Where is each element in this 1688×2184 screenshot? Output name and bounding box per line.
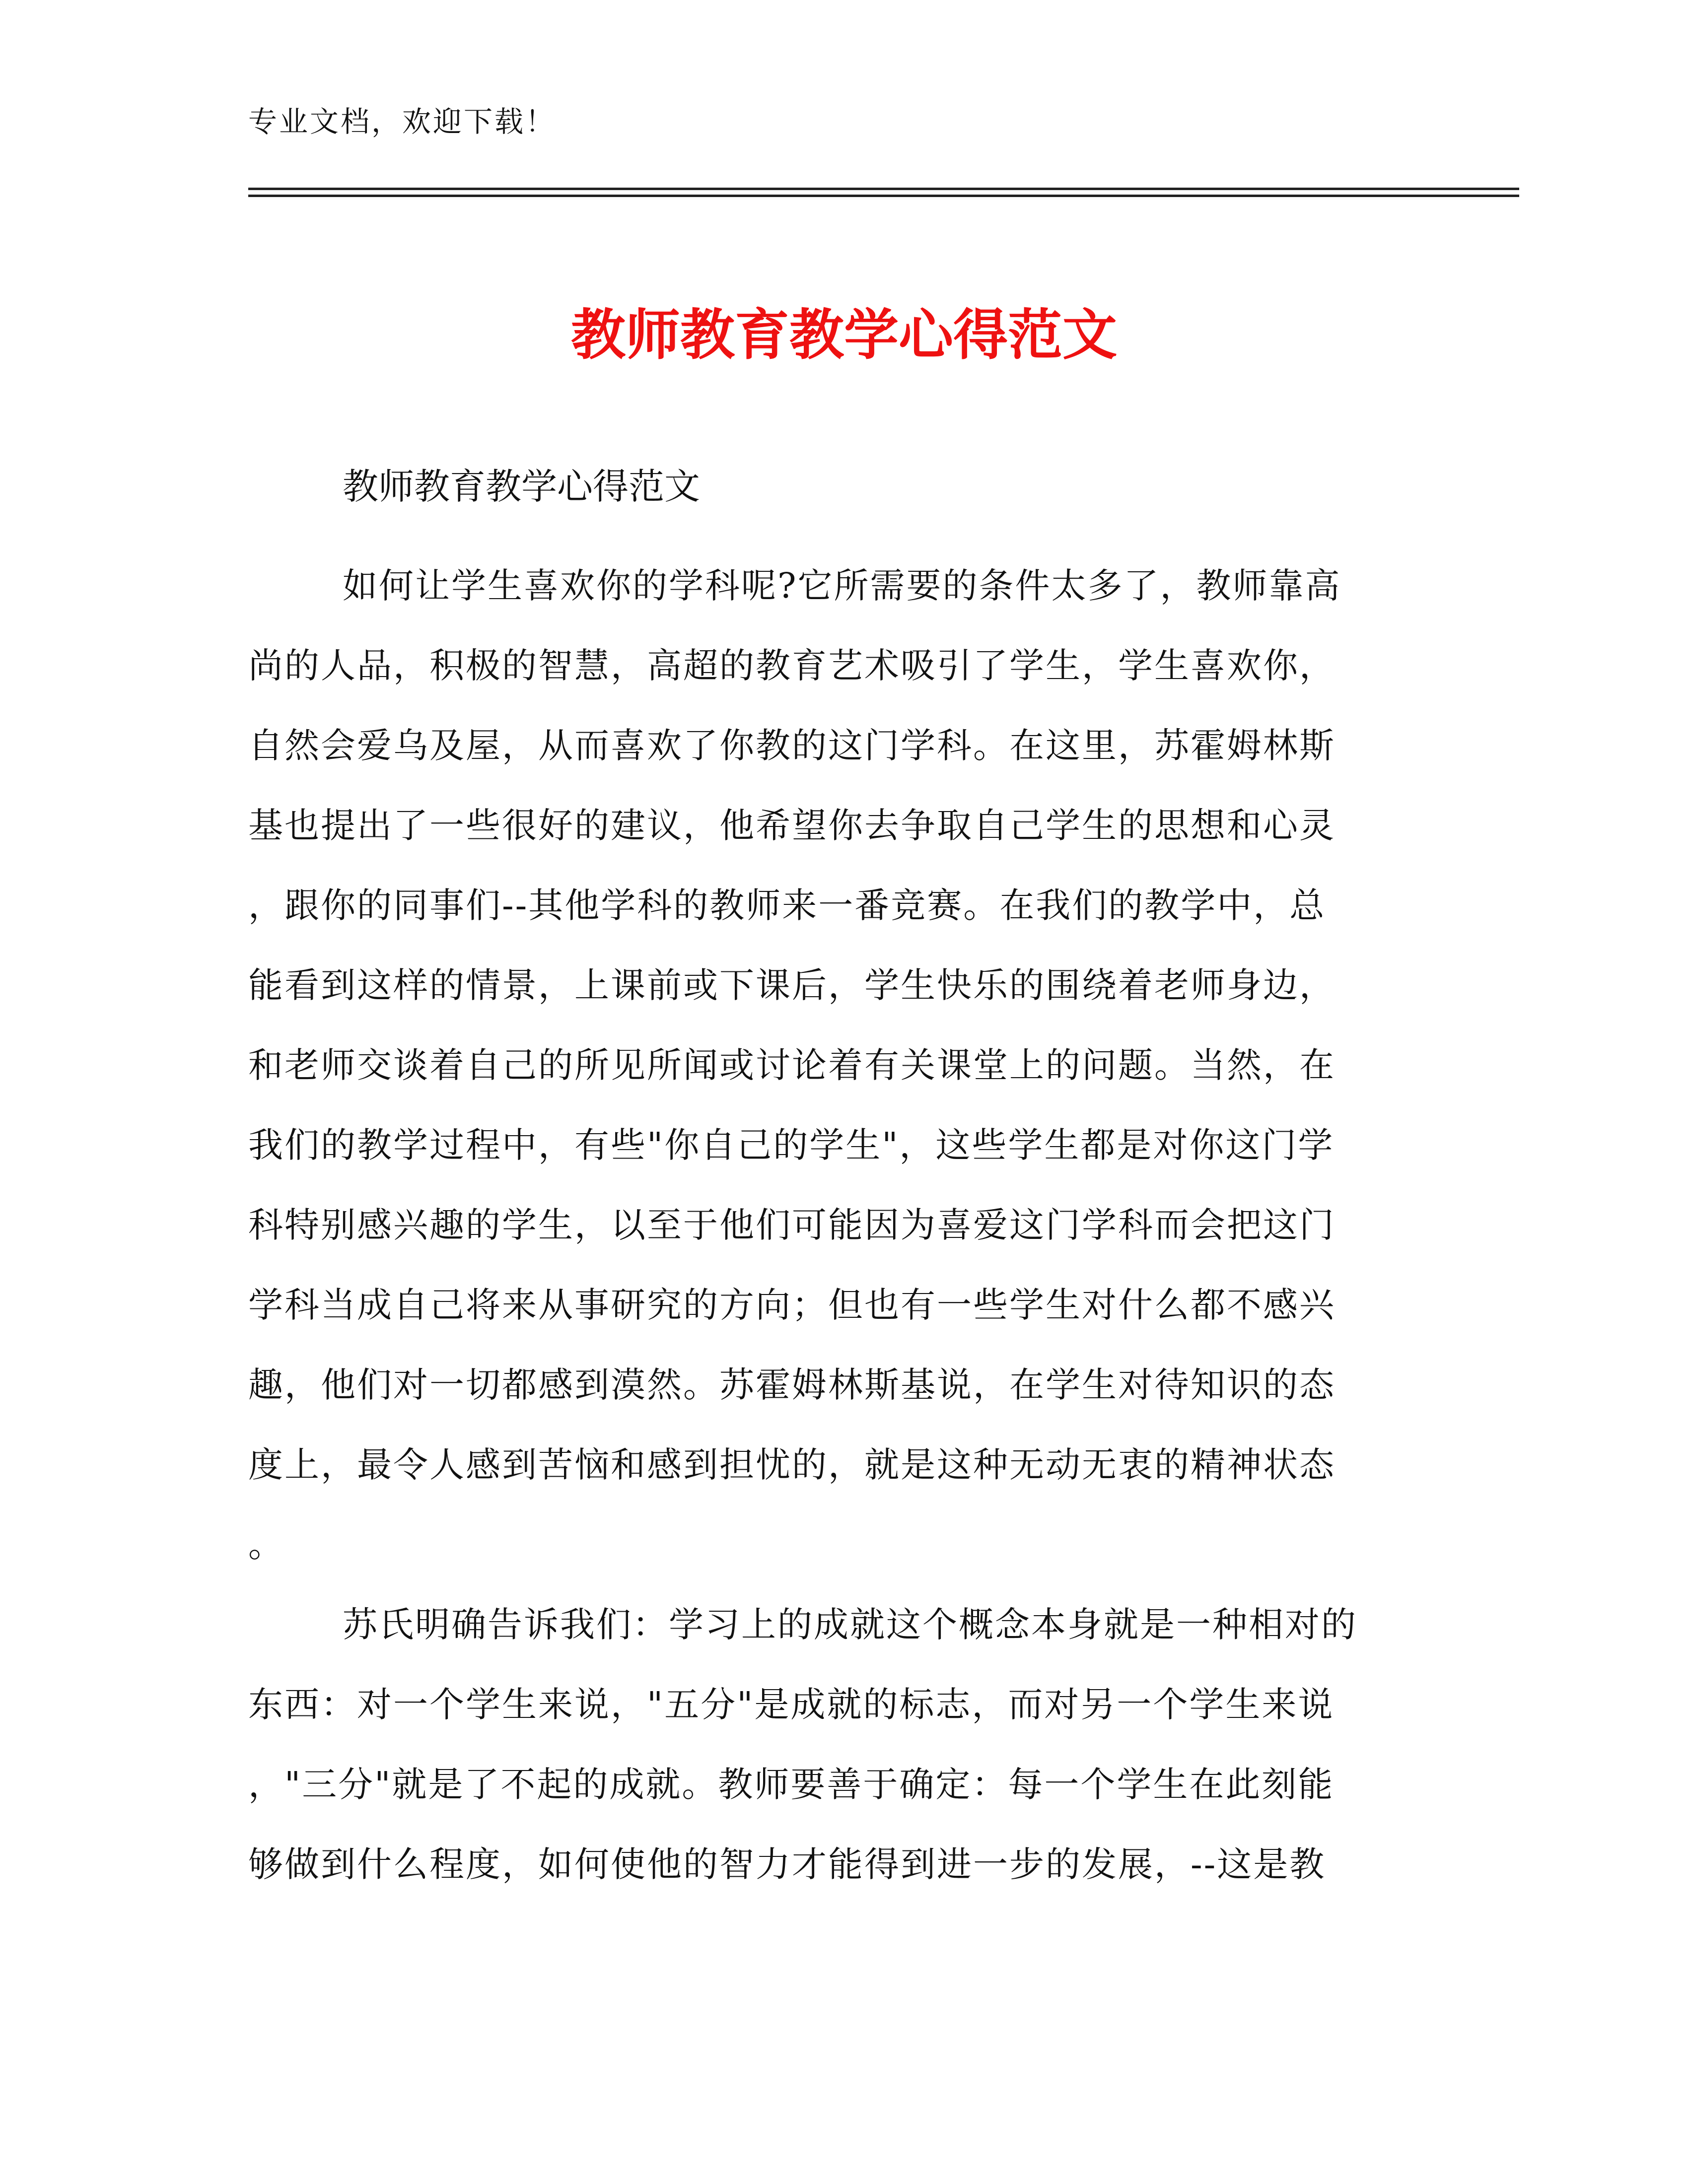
body-line: 能看到这样的情景，上课前或下课后，学生快乐的围绕着老师身边， bbox=[248, 965, 1336, 1006]
header-note: 专业文档，欢迎下载！ bbox=[248, 105, 557, 138]
body-line: 苏氏明确告诉我们：学习上的成就这个概念本身就是一种相对的 bbox=[343, 1604, 1357, 1645]
body-line: 东西：对一个学生来说，"五分"是成就的标志，而对另一个学生来说 bbox=[248, 1684, 1335, 1725]
document-body bbox=[248, 546, 1390, 1905]
body-line: 自然会爱乌及屋，从而喜欢了你教的这门学科。在这里，苏霍姆林斯 bbox=[248, 725, 1336, 766]
body-line: 。 bbox=[248, 1524, 284, 1565]
header-divider-top bbox=[248, 188, 1519, 190]
body-line: 我们的教学过程中，有些"你自己的学生"，这些学生都是对你这门学 bbox=[248, 1125, 1335, 1165]
body-line: 尚的人品，积极的智慧，高超的教育艺术吸引了学生，学生喜欢你， bbox=[248, 645, 1336, 686]
body-line: 和老师交谈着自己的所见所闻或讨论着有关课堂上的问题。当然，在 bbox=[248, 1045, 1336, 1086]
body-line: 趣，他们对一切都感到漠然。苏霍姆林斯基说，在学生对待知识的态 bbox=[248, 1365, 1336, 1405]
document-title: 教师教育教学心得范文 bbox=[571, 303, 1117, 367]
body-line: 基也提出了一些很好的建议，他希望你去争取自己学生的思想和心灵 bbox=[248, 805, 1336, 846]
document-subtitle: 教师教育教学心得范文 bbox=[343, 466, 701, 507]
body-line: 度上，最令人感到苦恼和感到担忧的，就是这种无动无衷的精神状态 bbox=[248, 1444, 1336, 1485]
body-line: ，"三分"就是了不起的成就。教师要善于确定：每一个学生在此刻能 bbox=[248, 1764, 1335, 1805]
body-line: 够做到什么程度，如何使他的智力才能得到进一步的发展，--这是教 bbox=[248, 1844, 1326, 1885]
body-line: 科特别感兴趣的学生，以至于他们可能因为喜爱这门学科而会把这门 bbox=[248, 1205, 1336, 1245]
body-line: 学科当成自己将来从事研究的方向；但也有一些学生对什么都不感兴 bbox=[248, 1285, 1336, 1325]
body-line: ，跟你的同事们--其他学科的教师来一番竞赛。在我们的教学中，总 bbox=[248, 885, 1326, 926]
header-divider-bottom bbox=[248, 195, 1519, 197]
body-line: 如何让学生喜欢你的学科呢?它所需要的条件太多了，教师靠高 bbox=[343, 565, 1341, 606]
